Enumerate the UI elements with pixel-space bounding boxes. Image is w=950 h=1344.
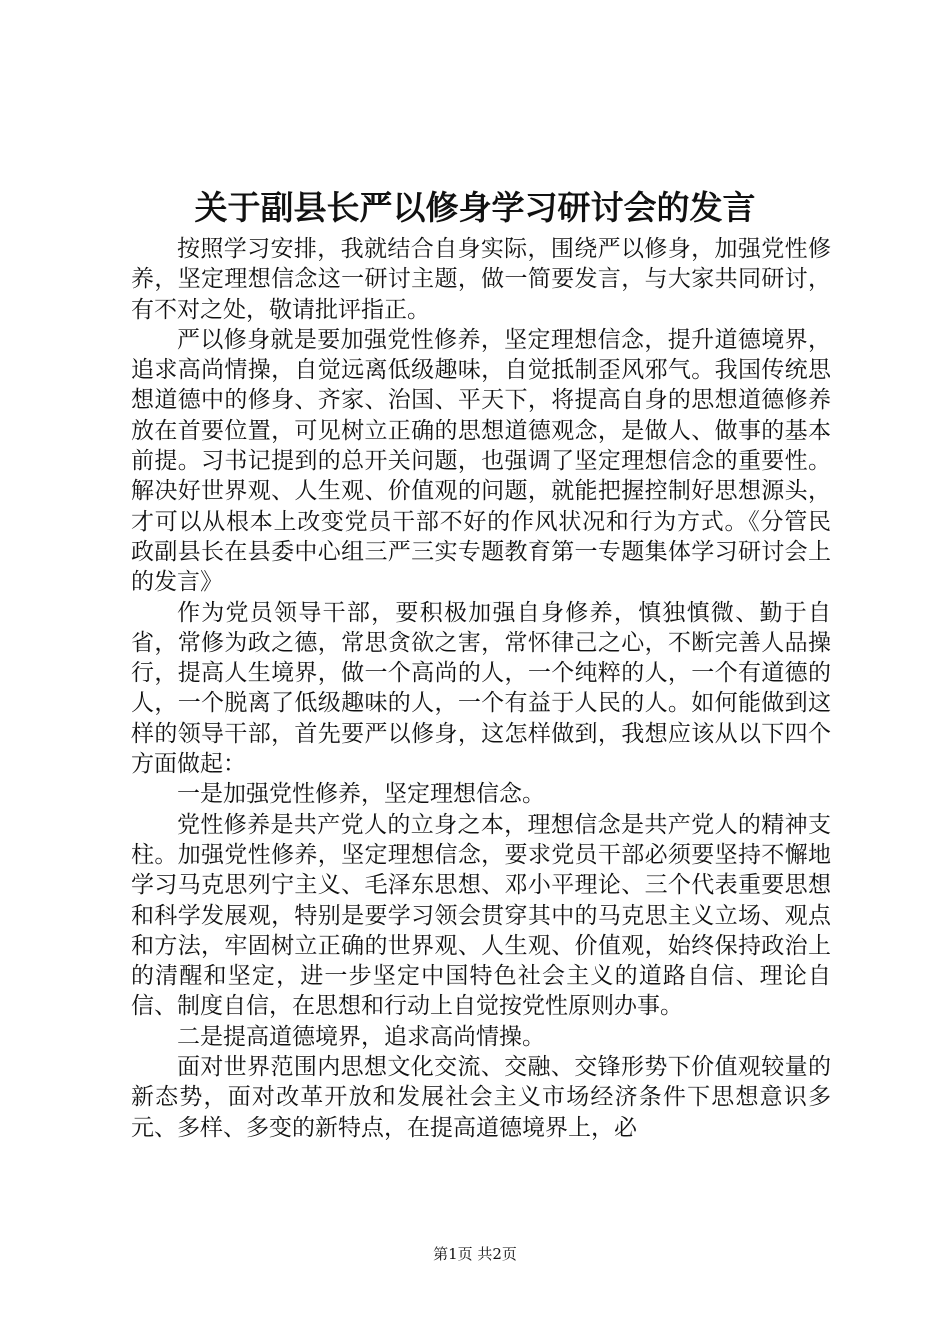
paragraph: 党性修养是共产党人的立身之本，理想信念是共产党人的精神支柱。加强党性修养，坚定理想信念，要求党员干部必须要坚持不懈地学习马克思列宁主义、毛泽东思想、邓小平理论、三个代表重要思想和科学发展观，特别是要学习领会贯穿其中的马克思主义立场、观点和方法，牢固树立正确的世界观、人生观、价值观，始终保持政治上的清醒和坚定，进一步坚定中国特色社会主义的道路自信、理论自信、制度自信，在思想和行动上自觉按党性原则办事。: [131, 811, 831, 1020]
paragraph: 按照学习安排，我就结合自身实际，围绕严以修身，加强党性修养，坚定理想信念这一研讨主题，做一简要发言，与大家共同研讨，有不对之处，敬请批评指正。: [131, 236, 831, 323]
paragraph: 面对世界范围内思想文化交流、交融、交锋形势下价值观较量的新态势，面对改革开放和发展社会主义市场经济条件下思想意识多元、多样、多变的新特点，在提高道德境界上，必: [131, 1054, 831, 1141]
document-title: 关于副县长严以修身学习研讨会的发言: [194, 188, 756, 227]
paragraph: 二是提高道德境界，追求高尚情操。: [177, 1023, 545, 1050]
paragraph: 一是加强党性修养，坚定理想信念。: [177, 781, 545, 808]
page-number-footer: 第1页 共2页: [433, 1245, 517, 1263]
paragraph: 严以修身就是要加强党性修养，坚定理想信念，提升道德境界，追求高尚情操，自觉远离低级趣味，自觉抵制歪风邪气。我国传统思想道德中的修身、齐家、治国、平天下，将提高自身的思想道德修养放在首要位置，可见树立正确的思想道德观念，是做人、做事的基本前提。习书记提到的总开关问题，也强调了坚定理想信念的重要性。解决好世界观、人生观、价值观的问题，就能把握控制好思想源头，才可以从根本上改变党员干部不好的作风状况和行为方式。《分管民政副县长在县委中心组三严三实专题教育第一专题集体学习研讨会上的发言》: [131, 326, 831, 596]
document-body: [131, 234, 831, 1143]
paragraph: 作为党员领导干部，要积极加强自身修养，慎独慎微、勤于自省，常修为政之德，常思贪欲之害，常怀律己之心，不断完善人品操行，提高人生境界，做一个高尚的人，一个纯粹的人，一个有道德的人，一个脱离了低级趣味的人，一个有益于人民的人。如何能做到这样的领导干部，首先要严以修身，这怎样做到，我想应该从以下四个方面做起：: [131, 599, 831, 778]
